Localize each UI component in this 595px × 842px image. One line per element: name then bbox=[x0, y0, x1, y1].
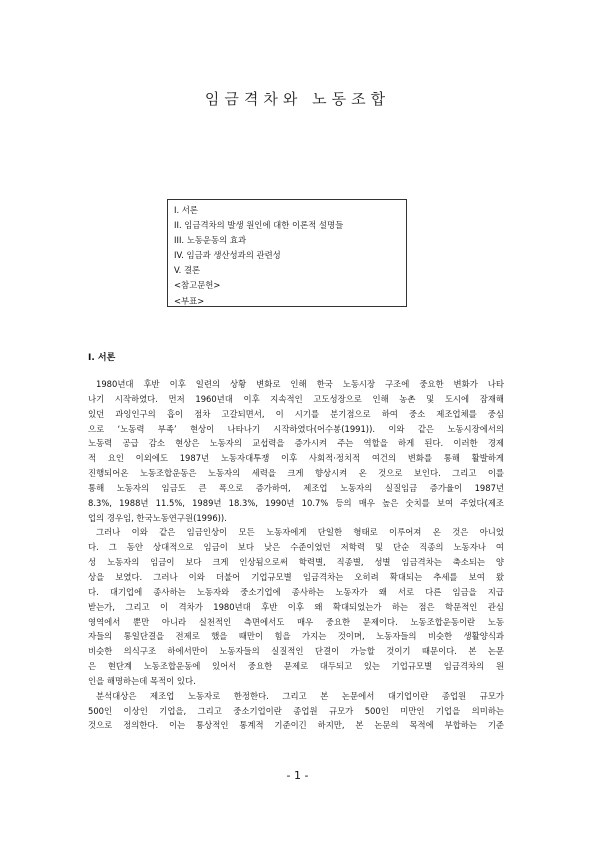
body-line: 것으로 정의한다. 이는 통상적인 통계적 기준이긴 하지만, 본 논문의 목적에 부합하는 기준 bbox=[88, 720, 504, 731]
page-number: - 1 - bbox=[286, 769, 309, 782]
body-line: 상을 보였다. 그러나 이와 더불어 기업규모별 임금격차는 오히려 확대되는 추세를 보여 왔 bbox=[88, 571, 504, 582]
body-line: 500인 이상인 기업을, 그리고 중소기업이란 종업원 규모가 500인 미만인 기업을 의미하는 bbox=[88, 705, 504, 716]
section-heading: I. 서론 bbox=[88, 353, 116, 363]
toc-item: I. 서론 bbox=[174, 205, 198, 215]
body-line: 그러나 이와 같은 임금인상이 모든 노동자에게 단일한 형태로 이루어져 온 것은 아니었 bbox=[96, 527, 504, 538]
body-line: 은 현단계 노동조합운동에 있어서 중요한 문제로 대두되고 있는 기업규모별 임금격차의 원 bbox=[88, 661, 504, 672]
toc-item: <참고문헌> bbox=[174, 280, 221, 291]
body-line: 다. 그 동안 상대적으로 임금이 보다 낮은 수준이었던 저학력 및 단순 직종의 노동자나 여 bbox=[88, 542, 504, 553]
body-line: 진행되어온 노동조합운동은 노동자의 세력을 크게 향상시켜 온 것으로 보인다. 그리고 이를 bbox=[88, 468, 504, 479]
body-line: 1980년대 후반 이후 일련의 상황 변화로 인해 한국 노동시장 구조에 중요한 변화가 나타 bbox=[96, 379, 504, 389]
body-line: 자들의 통일단결을 전제로 했을 때만이 힘을 가지는 것이며, 노동자들의 비슷한 생활양식과 bbox=[88, 631, 504, 642]
body-line: 비슷한 의식구조 하에서만이 노동자들의 실질적인 단결이 가능할 것이기 때문이다. 본 논문 bbox=[88, 646, 504, 657]
body-line: 다. 대기업에 종사하는 노동자와 중소기업에 종사하는 노동자가 왜 서로 다른 임금을 지급 bbox=[88, 586, 504, 597]
body-line: 분석대상은 제조업 노동자로 한정한다. 그리고 본 논문에서 대기업이란 종업원 규모가 bbox=[96, 690, 504, 701]
toc-item: II. 임금격차의 발생 원인에 대한 이론적 설명들 bbox=[174, 220, 344, 231]
toc-item: III. 노동운동의 효과 bbox=[174, 235, 247, 246]
body-line: 있던 과잉인구의 흡이 점차 고갈되면서, 이 시기를 분기점으로 하여 중소 제조업체를 중심 bbox=[88, 408, 504, 419]
body-line: 인을 해명하는데 목적이 있다. bbox=[88, 675, 196, 686]
body-line: 성 노동자의 임금이 보다 크게 인상됨으로써 학력별, 직종별, 성별 임금격차는 축소되는 양 bbox=[88, 557, 504, 568]
table-of-contents bbox=[167, 199, 407, 307]
body-line: 나기 시작하였다. 먼저 1960년대 이후 지속적인 고도성장으로 인해 농촌 및 도시에 잠재해 bbox=[88, 393, 504, 404]
body-line: 으로 ‘노동력 부족’ 현상이 나타나기 시작하였다(어수봉(1991)). 이와 같은 노동시장에서의 bbox=[88, 423, 504, 434]
document-title: 임금격차와 노동조합 bbox=[204, 90, 391, 108]
body-line: 업의 경우임, 한국노동연구원(1996)). bbox=[88, 512, 227, 523]
body-line: 적 요인 이외에도 1987년 노동자대투쟁 이후 사회적·정치적 여건의 변화를 통해 활발하게 bbox=[88, 453, 504, 464]
body-line: 8.3%, 1988년 11.5%, 1989년 18.3%, 1990년 10.7% 등의 매우 높은 숫치를 보여 주었다(제조 bbox=[88, 497, 504, 508]
body-text bbox=[88, 377, 504, 733]
body-line: 받는가, 그리고 이 격차가 1980년대 후반 이후 왜 확대되었는가 하는 점은 학문적인 관심 bbox=[88, 601, 504, 612]
body-line: 영역에서 뿐만 아니라 실천적인 측면에서도 매우 중요한 문제이다. 노동조합운동이란 노동 bbox=[88, 616, 504, 627]
toc-item: V. 결론 bbox=[174, 265, 201, 276]
toc-item: <부표> bbox=[174, 295, 205, 306]
body-line: 통해 노동자의 임금도 큰 폭으로 증가하여, 제조업 노동자의 실질임금 증가율이 1987년 bbox=[88, 482, 504, 493]
toc-item: IV. 임금과 생산성과의 관련성 bbox=[174, 250, 281, 261]
body-line: 노동력 공급 감소 현상은 노동자의 교섭력을 증가시켜 주는 역할을 하게 된다. 이러한 경제 bbox=[88, 438, 504, 449]
